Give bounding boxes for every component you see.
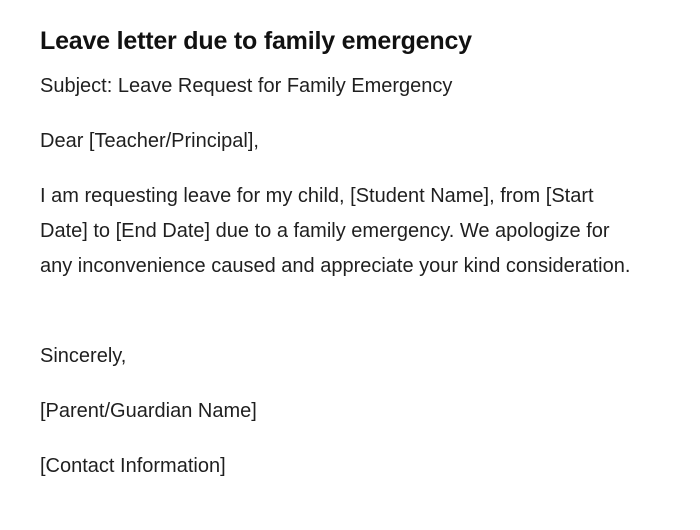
contact-information: [Contact Information] <box>40 455 226 477</box>
subject-line: Subject: Leave Request for Family Emergency <box>40 75 453 97</box>
letter-body: I am requesting leave for my child, [Student Name], from [Start Date] to [End Date] due to a family emergency. We apologize for any inconvenience caused and appreciate your kind consideration. <box>40 185 631 277</box>
closing: Sincerely, <box>40 345 127 367</box>
document-title: Leave letter due to family emergency <box>40 27 472 55</box>
salutation: Dear [Teacher/Principal], <box>40 130 259 152</box>
signature-name: [Parent/Guardian Name] <box>40 400 257 422</box>
